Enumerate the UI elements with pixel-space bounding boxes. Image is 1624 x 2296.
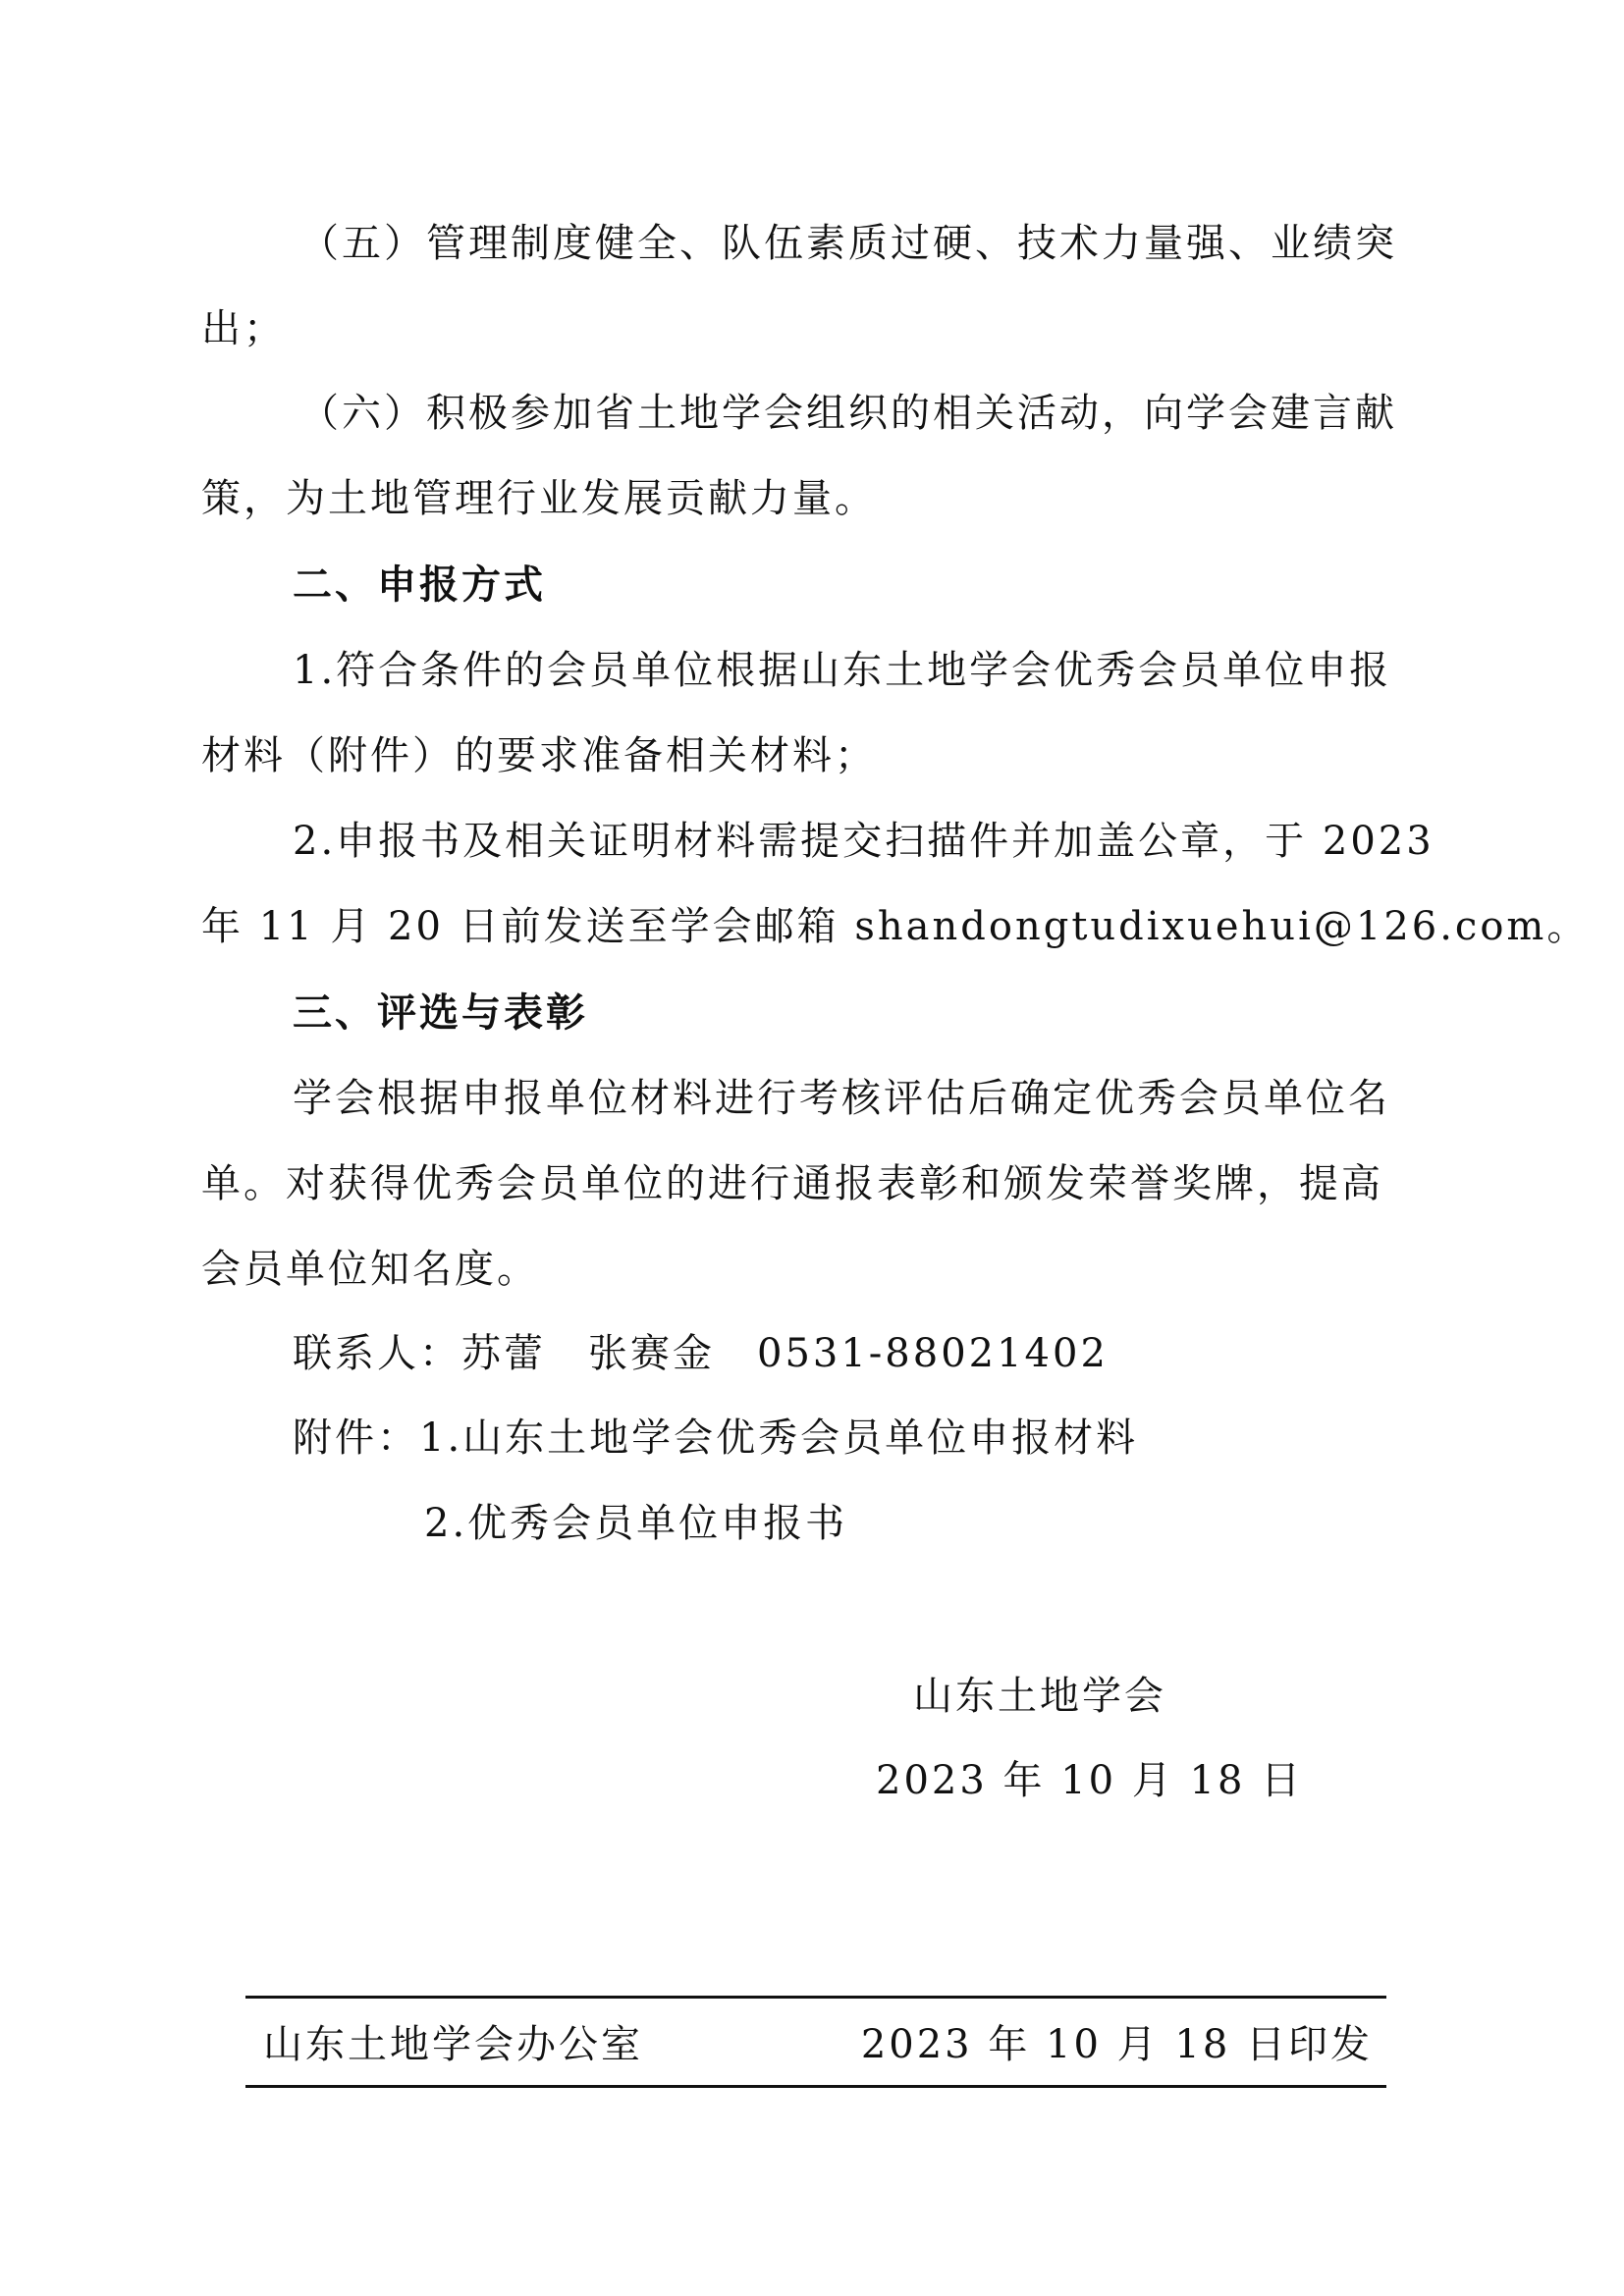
contact-line: 联系人：苏蕾 张赛金 0531-88021402 [293,1331,1109,1376]
item5-line2: 出； [201,306,286,351]
s2-p1-line1: 1.符合条件的会员单位根据山东土地学会优秀会员单位申报 [293,648,1392,693]
s3-line3: 会员单位知名度。 [201,1247,539,1292]
s2-p2-line1: 2.申报书及相关证明材料需提交扫描件并加盖公章，于 2023 [293,819,1435,864]
s3-line1: 学会根据申报单位材料进行考核评估后确定优秀会员单位名 [293,1076,1390,1121]
s2-p1-line2: 材料（附件）的要求准备相关材料； [201,733,877,778]
footer-issue-date: 2023 年 10 月 18 日印发 [860,2022,1373,2067]
item6-line1: （六）积极参加省土地学会组织的相关活动，向学会建言献 [299,391,1397,436]
footer-issuer: 山东土地学会办公室 [263,2022,643,2067]
section2-heading: 二、申报方式 [293,562,546,608]
footer-bottom-rule [245,2085,1386,2088]
attachment-1: 附件：1.山东土地学会优秀会员单位申报材料 [293,1415,1139,1461]
attachment-2: 2.优秀会员单位申报书 [424,1501,848,1546]
item6-line2: 策，为土地管理行业发展贡献力量。 [201,476,877,521]
s2-p2-line2: 年 11 月 20 日前发送至学会邮箱 shandongtudixuehui@126.com。 [201,904,1590,949]
section3-heading: 三、评选与表彰 [293,990,588,1036]
signature-org: 山东土地学会 [913,1674,1166,1719]
signature-date: 2023 年 10 月 18 日 [876,1758,1304,1803]
s3-line2: 单。对获得优秀会员单位的进行通报表彰和颁发荣誉奖牌，提高 [201,1161,1383,1206]
footer-top-rule [245,1996,1386,1999]
item5-line1: （五）管理制度健全、队伍素质过硬、技术力量强、业绩突 [299,221,1397,266]
